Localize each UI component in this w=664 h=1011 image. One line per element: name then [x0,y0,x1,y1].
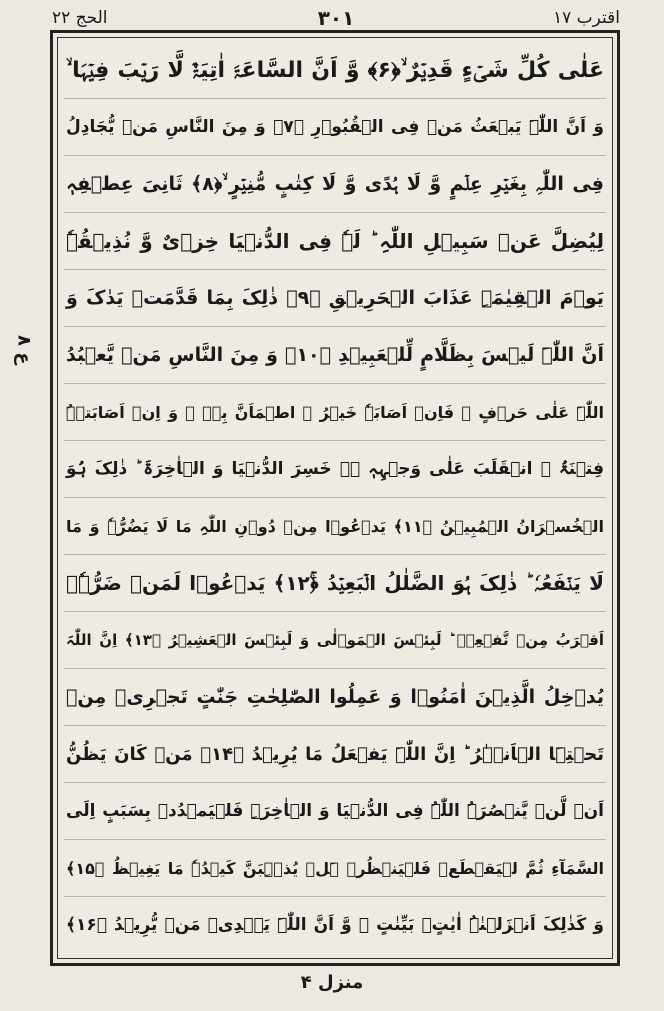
text-line: لَا یَنۡفَعُہٗ ؕ ذٰلِکَ ہُوَ الضَّلٰلُ الۡبَعِیۡدُ ﴿ۚ۱۲﴾ یَدۡعُوۡا لَمَنۡ ضَرُّہٗۤ [64,555,606,612]
text-line: اَنۡ لَّنۡ یَّنۡصُرَہُ اللّٰہُ فِی الدُّنۡیَا وَ الۡاٰخِرَۃِ فَلۡیَمۡدُدۡ بِسَبَبٍ اِلَی [64,783,606,840]
para-name: اقترب ١٧ [552,8,620,28]
text-line: تَحۡتِہَا الۡاَنۡہٰرُ ؕ اِنَّ اللّٰہَ یَفۡعَلُ مَا یُرِیۡدُ ﴿۱۴﴾ مَنۡ کَانَ یَظُنُّ [64,726,606,783]
ruku-marker: ع ٨ [13,335,35,365]
text-line: فِتۡنَۃُ ۣ انۡقَلَبَ عَلٰی وَجۡہِہٖ ۟ۚ خَسِرَ الدُّنۡیَا وَ الۡاٰخِرَۃَ ؕ ذٰلِکَ ہُوَ [64,441,606,498]
text-line: یُدۡخِلُ الَّذِیۡنَ اٰمَنُوۡا وَ عَمِلُوا الصّٰلِحٰتِ جَنّٰتٍ تَجۡرِیۡ مِنۡ [64,669,606,726]
text-line: عَلٰی کُلِّ شَیۡءٍ قَدِیۡرٌ ۙ﴿۶﴾ وَّ اَنَّ السَّاعَۃَ اٰتِیَۃٌ لَّا رَیۡبَ فِیۡہَا ۙ [64,42,606,99]
text-line: وَ اَنَّ اللّٰہَ یَبۡعَثُ مَنۡ فِی الۡقُبُوۡرِ ﴿۷﴾ وَ مِنَ النَّاسِ مَنۡ یُّجَادِلُ [64,99,606,156]
text-line: یَوۡمَ الۡقِیٰمَۃِ عَذَابَ الۡحَرِیۡقِ ﴿۹﴾ ذٰلِکَ بِمَا قَدَّمَتۡ یَدٰکَ وَ [64,270,606,327]
text-line: لِیُضِلَّ عَنۡ سَبِیۡلِ اللّٰہِ ؕ لَہٗ فِی الدُّنۡیَا خِزۡیٌ وَّ نُذِیۡقُہٗ [64,213,606,270]
manzil-footer: منزل ۴ [300,972,364,993]
text-line: السَّمَآءِ ثُمَّ لۡیَقۡطَعۡ فَلۡیَنۡظُرۡ ہَلۡ یُذۡہِبَنَّ کَیۡدُہٗ مَا یَغِیۡظُ ﴿۱۵﴾ [64,840,606,897]
text-line: اَقۡرَبُ مِنۡ نَّفۡعِہٖ ؕ لَبِئۡسَ الۡمَوۡلٰی وَ لَبِئۡسَ الۡعَشِیۡرُ ﴿۱۳﴾ اِنَّ اللّٰہَ [64,612,606,669]
text-line: اَنَّ اللّٰہَ لَیۡسَ بِظَلَّامٍ لِّلۡعَبِیۡدِ ﴿۱۰﴾ وَ مِنَ النَّاسِ مَنۡ یَّعۡبُدُ [64,327,606,384]
page-header [52,6,620,32]
text-line: الۡخُسۡرَانُ الۡمُبِیۡنُ ﴿۱۱﴾ یَدۡعُوۡا مِنۡ دُوۡنِ اللّٰہِ مَا لَا یَضُرُّہٗ وَ مَا [64,498,606,555]
text-line: اللّٰہَ عَلٰی حَرۡفٍ ۚ فَاِنۡ اَصَابَہٗ خَیۡرُ ۣ اطۡمَاَنَّ بِہٖ ۚ وَ اِنۡ اَصَابَتۡہُ [64,384,606,441]
text-line: وَ کَذٰلِکَ اَنۡزَلۡنٰہُ اٰیٰتٍۭ بَیِّنٰتٍ ۙ وَّ اَنَّ اللّٰہَ یَہۡدِیۡ مَنۡ یُّرِیۡدُ ﴿۱۶﴾ [66,915,604,935]
text-line: فِی اللّٰہِ بِغَیۡرِ عِلۡمٍ وَّ لَا ہُدًی وَّ لَا کِتٰبٍ مُّنِیۡرٍ ۙ﴿۸﴾ ثَانِیَ عِطۡفِہٖ [64,156,606,213]
page-number: ٣٠١ [317,6,355,30]
surah-name: الحج ٢٢ [52,8,108,28]
text-body [64,42,606,954]
